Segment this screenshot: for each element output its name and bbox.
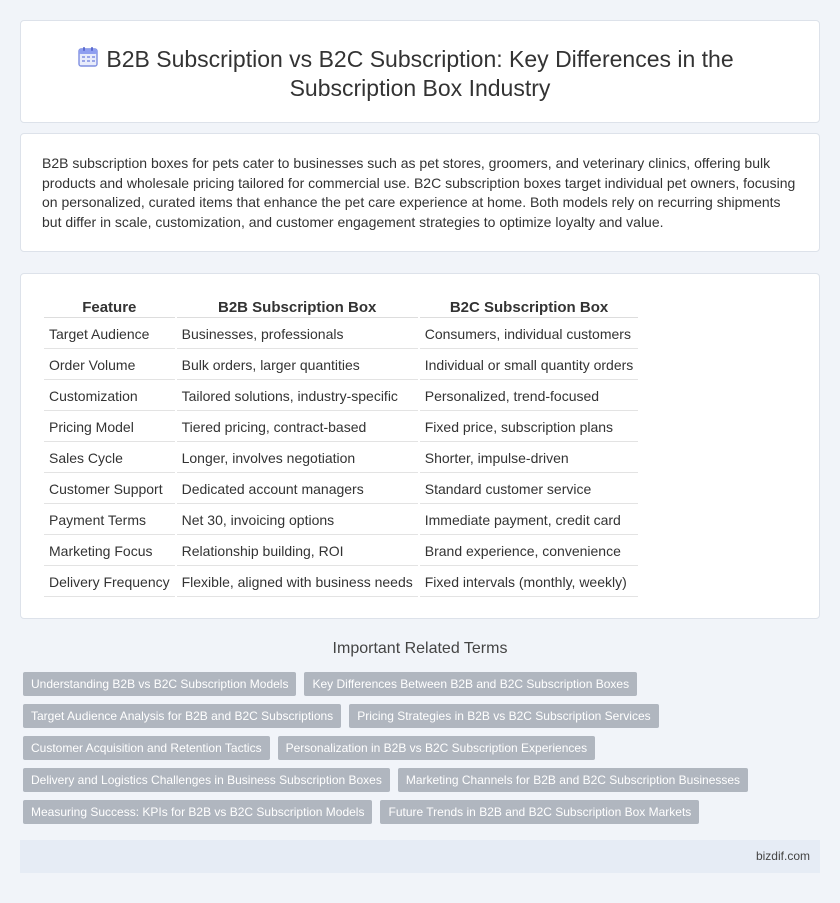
related-term-link[interactable]: Customer Acquisition and Retention Tactics <box>23 736 270 760</box>
page-title-line2: Subscription Box Industry <box>289 75 551 101</box>
header-b2b: B2B Subscription Box <box>177 296 418 318</box>
intro-card <box>20 133 820 252</box>
cell-b2c: Fixed intervals (monthly, weekly) <box>420 568 639 597</box>
table-row <box>44 568 638 597</box>
cell-b2b: Tailored solutions, industry-specific <box>177 382 418 411</box>
tag-row <box>23 768 823 792</box>
table-row <box>44 382 638 411</box>
cell-b2c: Fixed price, subscription plans <box>420 413 639 442</box>
cell-b2b: Tiered pricing, contract-based <box>177 413 418 442</box>
related-term-link[interactable]: Pricing Strategies in B2B vs B2C Subscription Services <box>349 704 658 728</box>
tag-row <box>23 736 823 760</box>
cell-b2c: Brand experience, convenience <box>420 537 639 566</box>
table-row <box>44 444 638 473</box>
tag-row <box>23 672 823 696</box>
table-row <box>44 413 638 442</box>
cell-feature: Customization <box>44 382 175 411</box>
table-row <box>44 320 638 349</box>
intro-paragraph: B2B subscription boxes for pets cater to businesses such as pet stores, groomers, and veterinary clinics, offering bulk products and wholesale pricing tailored for commercial use. B2C subscription boxes target individual pet owners, focusing on personalized, curated items that enhance the pet care experience at home. Both models rely on recurring shipments but differ in scale, customization, and customer engagement strategies to optimize loyalty and value. <box>42 155 796 230</box>
cell-feature: Target Audience <box>44 320 175 349</box>
table-row <box>44 475 638 504</box>
cell-feature: Marketing Focus <box>44 537 175 566</box>
table-row <box>44 506 638 535</box>
cell-b2c: Consumers, individual customers <box>420 320 639 349</box>
cell-b2c: Individual or small quantity orders <box>420 351 639 380</box>
page-title <box>21 45 819 103</box>
cell-feature: Payment Terms <box>44 506 175 535</box>
cell-feature: Sales Cycle <box>44 444 175 473</box>
cell-b2b: Longer, involves negotiation <box>177 444 418 473</box>
cell-b2b: Dedicated account managers <box>177 475 418 504</box>
cell-feature: Order Volume <box>44 351 175 380</box>
comparison-table <box>42 294 640 599</box>
cell-b2b: Net 30, invoicing options <box>177 506 418 535</box>
cell-b2b: Flexible, aligned with business needs <box>177 568 418 597</box>
cell-feature: Pricing Model <box>44 413 175 442</box>
cell-b2c: Personalized, trend-focused <box>420 382 639 411</box>
title-card <box>20 20 820 123</box>
related-term-link[interactable]: Key Differences Between B2B and B2C Subscription Boxes <box>304 672 637 696</box>
header-feature: Feature <box>44 296 175 318</box>
table-header-row <box>44 296 638 318</box>
related-term-link[interactable]: Measuring Success: KPIs for B2B vs B2C Subscription Models <box>23 800 372 824</box>
cell-b2b: Bulk orders, larger quantities <box>177 351 418 380</box>
related-term-link[interactable]: Personalization in B2B vs B2C Subscription Experiences <box>278 736 596 760</box>
related-term-link[interactable]: Target Audience Analysis for B2B and B2C Subscriptions <box>23 704 341 728</box>
related-term-link[interactable]: Understanding B2B vs B2C Subscription Models <box>23 672 296 696</box>
table-row <box>44 537 638 566</box>
page-title-line1: B2B Subscription vs B2C Subscription: Key Differences in the <box>106 46 734 72</box>
cell-feature: Customer Support <box>44 475 175 504</box>
related-term-link[interactable]: Delivery and Logistics Challenges in Business Subscription Boxes <box>23 768 390 792</box>
table-row <box>44 351 638 380</box>
related-terms-title: Important Related Terms <box>332 640 508 657</box>
related-terms-list <box>23 672 823 832</box>
footer <box>20 840 820 873</box>
tag-row <box>23 704 823 728</box>
comparison-card <box>20 273 820 619</box>
cell-b2b: Relationship building, ROI <box>177 537 418 566</box>
cell-b2b: Businesses, professionals <box>177 320 418 349</box>
cell-b2c: Shorter, impulse-driven <box>420 444 639 473</box>
cell-b2c: Immediate payment, credit card <box>420 506 639 535</box>
header-b2c: B2C Subscription Box <box>420 296 639 318</box>
footer-site-link[interactable]: bizdif.com <box>755 849 810 863</box>
cell-b2c: Standard customer service <box>420 475 639 504</box>
related-term-link[interactable]: Marketing Channels for B2B and B2C Subscription Businesses <box>398 768 748 792</box>
tag-row <box>23 800 823 824</box>
cell-feature: Delivery Frequency <box>44 568 175 597</box>
related-term-link[interactable]: Future Trends in B2B and B2C Subscription Box Markets <box>380 800 699 824</box>
